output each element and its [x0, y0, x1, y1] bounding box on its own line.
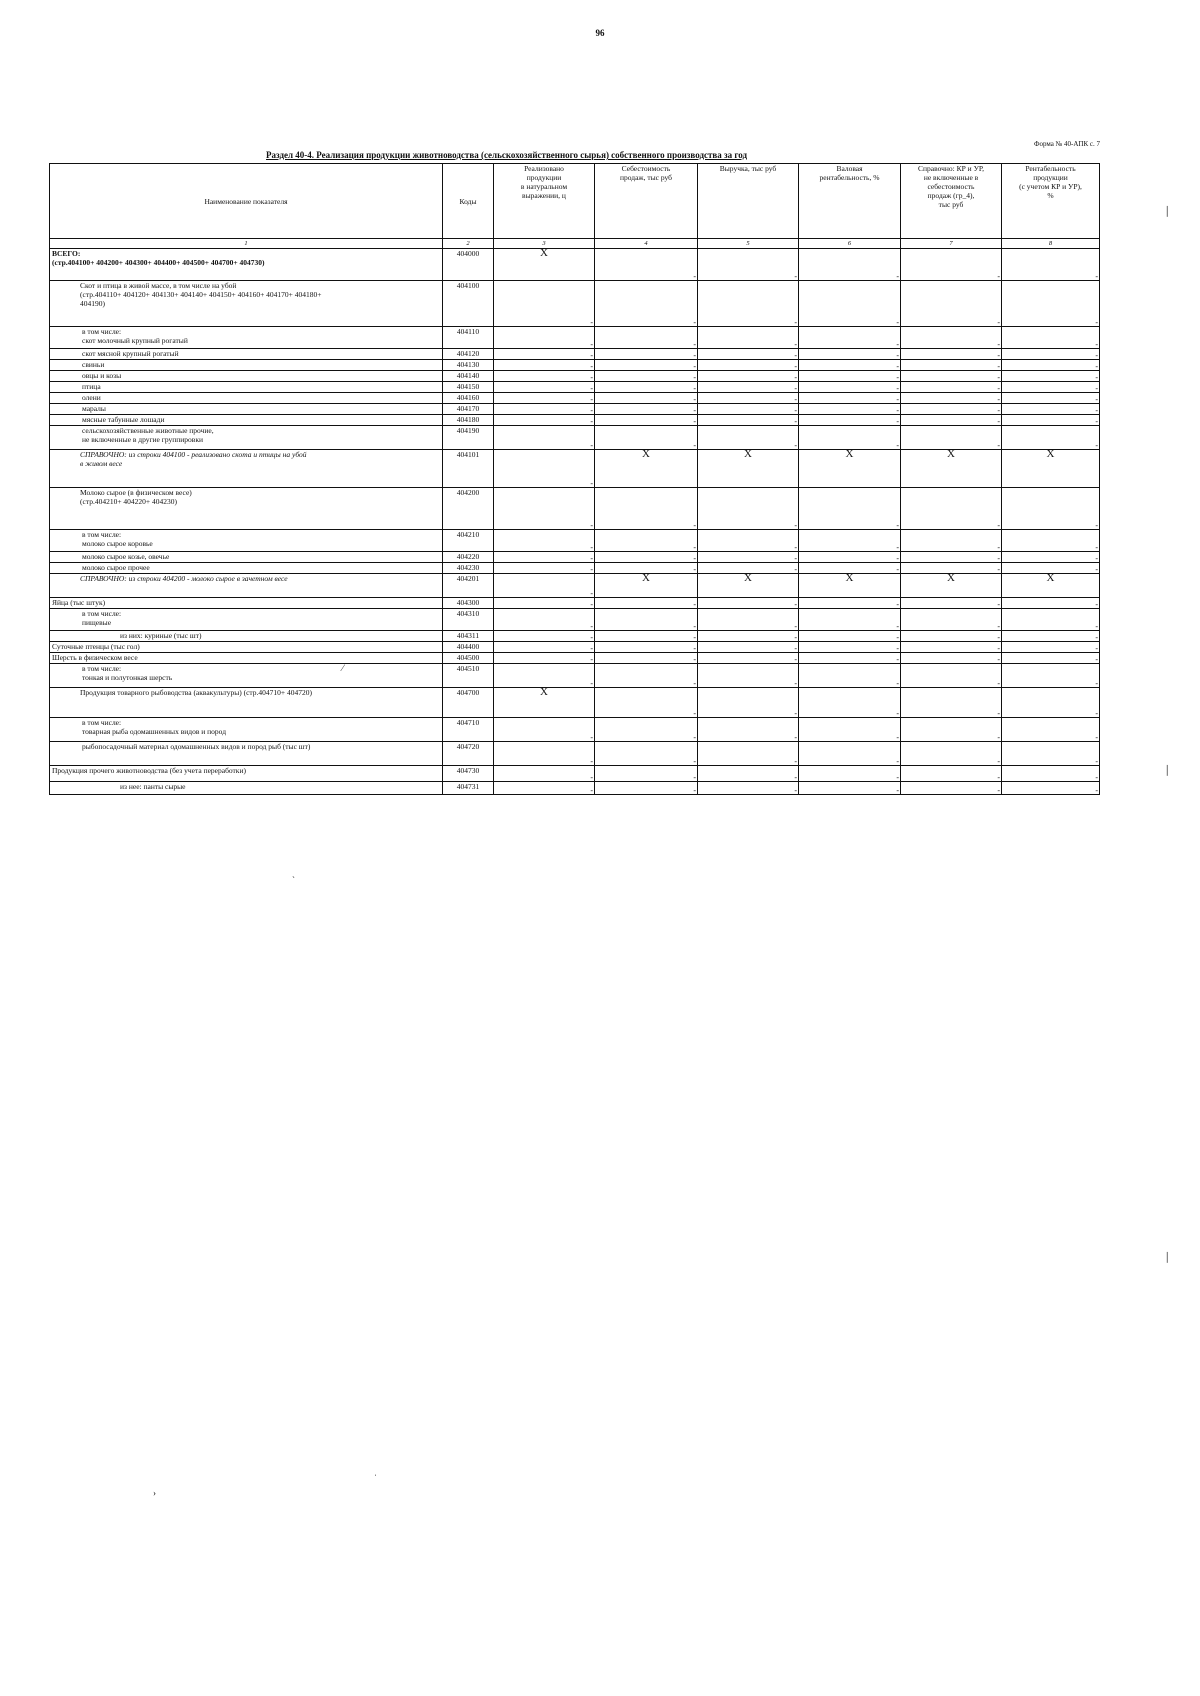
value-cell [494, 766, 595, 782]
x-mark: X [698, 574, 799, 598]
row-name: мясные табунные лошади [50, 415, 443, 426]
value-cell [494, 574, 595, 598]
row-code: 404101 [443, 450, 494, 488]
value-cell [799, 642, 901, 653]
value-cell [494, 349, 595, 360]
value-cell [595, 782, 698, 795]
table-row [50, 688, 1100, 718]
row-name: Суточные птенцы (тыс гол) [50, 642, 443, 653]
table-row [50, 382, 1100, 393]
value-cell [1002, 327, 1100, 349]
value-cell [494, 563, 595, 574]
row-name: в том числе: молоко сырое коровье [50, 530, 443, 552]
table-row [50, 718, 1100, 742]
value-cell [901, 393, 1002, 404]
value-cell [698, 766, 799, 782]
row-code: 404731 [443, 782, 494, 795]
value-cell [698, 249, 799, 281]
value-cell [901, 563, 1002, 574]
table-row [50, 349, 1100, 360]
value-cell [799, 782, 901, 795]
scan-speck: │ [1164, 765, 1171, 775]
row-code: 404710 [443, 718, 494, 742]
value-cell [595, 631, 698, 642]
form-label: Форма № 40-АПК с. 7 [1033, 140, 1100, 148]
row-name: в том числе: пищевые [50, 609, 443, 631]
row-name: Скот и птица в живой массе, в том числе на убой (стр.404110+ 404120+ 404130+ 404140+ 404150+ 404160+ 404170+ 404180+ 404190) [50, 281, 443, 327]
value-cell [1002, 631, 1100, 642]
value-cell [901, 653, 1002, 664]
x-mark: X [799, 450, 901, 488]
value-cell [901, 404, 1002, 415]
value-cell [494, 371, 595, 382]
value-cell [595, 688, 698, 718]
value-cell [595, 281, 698, 327]
col-number: 2 [443, 239, 494, 249]
table-row [50, 426, 1100, 450]
row-name: СПРАВОЧНО: из строки 404100 - реализовано скота и птицы на убой в живом весе [50, 450, 443, 488]
row-code: 404130 [443, 360, 494, 371]
row-code: 404100 [443, 281, 494, 327]
value-cell [698, 642, 799, 653]
col-number: 1 [50, 239, 443, 249]
value-cell [494, 631, 595, 642]
row-code: 404311 [443, 631, 494, 642]
row-code: 404200 [443, 488, 494, 530]
value-cell [1002, 249, 1100, 281]
value-cell [698, 349, 799, 360]
col-header-revenue: Выручка, тыс руб [698, 164, 799, 239]
table-row [50, 327, 1100, 349]
row-name: из нее: панты сырые [50, 782, 443, 795]
value-cell [595, 415, 698, 426]
value-cell [1002, 609, 1100, 631]
table-row [50, 249, 1100, 281]
value-cell [698, 488, 799, 530]
value-cell [595, 360, 698, 371]
value-cell [799, 415, 901, 426]
row-name: овцы и козы [50, 371, 443, 382]
value-cell [595, 349, 698, 360]
x-mark: X [799, 574, 901, 598]
value-cell [901, 360, 1002, 371]
table-row [50, 631, 1100, 642]
value-cell [698, 426, 799, 450]
value-cell [1002, 782, 1100, 795]
section-title: Раздел 40-4. Реализация продукции животноводства (сельскохозяйственного сырья) собственного производства за год [266, 150, 748, 160]
value-cell [1002, 642, 1100, 653]
row-name: маралы [50, 404, 443, 415]
value-cell [1002, 393, 1100, 404]
value-cell [595, 488, 698, 530]
row-name: в том числе: тонкая и полутонкая шерсть [50, 664, 443, 688]
row-code: 404110 [443, 327, 494, 349]
col-header-gross-profitability: Валовая рентабельность, % [799, 164, 901, 239]
value-cell [494, 664, 595, 688]
row-code: 404120 [443, 349, 494, 360]
row-name: молоко сырое козье, овечье [50, 552, 443, 563]
col-number: 3 [494, 239, 595, 249]
value-cell [595, 393, 698, 404]
col-header-sold: Реализовано продукции в натуральном выражении, ц [494, 164, 595, 239]
value-cell [799, 488, 901, 530]
value-cell [799, 664, 901, 688]
value-cell [1002, 563, 1100, 574]
row-code: 404720 [443, 742, 494, 766]
value-cell [698, 281, 799, 327]
row-name: Продукция товарного рыбоводства (аквакультуры) (стр.404710+ 404720) [50, 688, 443, 718]
value-cell [901, 327, 1002, 349]
row-code: 404300 [443, 598, 494, 609]
value-cell [595, 249, 698, 281]
value-cell [595, 327, 698, 349]
scan-speck: ˌ [374, 1466, 377, 1476]
row-code: 404400 [443, 642, 494, 653]
col-header-profitability: Рентабельность продукции (с учетом КР и УР), % [1002, 164, 1100, 239]
row-code: 404150 [443, 382, 494, 393]
value-cell [595, 664, 698, 688]
row-code: 404510 [443, 664, 494, 688]
row-name: Яйца (тыс штук) [50, 598, 443, 609]
scan-speck: │ [1164, 1252, 1171, 1262]
value-cell [901, 249, 1002, 281]
value-cell [698, 415, 799, 426]
row-name: Молоко сырое (в физическом весе) (стр.404210+ 404220+ 404230) [50, 488, 443, 530]
table-row [50, 766, 1100, 782]
header-row [50, 164, 1100, 239]
value-cell [799, 718, 901, 742]
value-cell [698, 530, 799, 552]
value-cell [1002, 530, 1100, 552]
value-cell [901, 664, 1002, 688]
value-cell [698, 664, 799, 688]
value-cell [494, 393, 595, 404]
value-cell [595, 382, 698, 393]
x-mark: X [1002, 574, 1100, 598]
value-cell [901, 488, 1002, 530]
value-cell [901, 642, 1002, 653]
row-name: в том числе: скот молочный крупный рогатый [50, 327, 443, 349]
row-code: 404730 [443, 766, 494, 782]
table-row [50, 598, 1100, 609]
x-mark: X [595, 574, 698, 598]
value-cell [799, 552, 901, 563]
table-row [50, 415, 1100, 426]
value-cell [494, 450, 595, 488]
table-row [50, 782, 1100, 795]
value-cell [698, 563, 799, 574]
table-row [50, 360, 1100, 371]
row-name: свиньи [50, 360, 443, 371]
value-cell [901, 598, 1002, 609]
value-cell [494, 327, 595, 349]
value-cell [901, 631, 1002, 642]
value-cell [494, 642, 595, 653]
table-row [50, 552, 1100, 563]
value-cell [1002, 404, 1100, 415]
table-row [50, 664, 1100, 688]
value-cell [799, 653, 901, 664]
scan-speck: › [153, 1488, 156, 1498]
value-cell [901, 766, 1002, 782]
row-name: олени [50, 393, 443, 404]
value-cell [901, 718, 1002, 742]
value-cell [901, 552, 1002, 563]
value-cell [494, 609, 595, 631]
value-cell [799, 530, 901, 552]
value-cell [799, 688, 901, 718]
value-cell [698, 404, 799, 415]
value-cell [901, 382, 1002, 393]
table-row [50, 653, 1100, 664]
table-row [50, 574, 1100, 598]
value-cell [901, 349, 1002, 360]
value-cell [698, 742, 799, 766]
value-cell [698, 653, 799, 664]
value-cell [698, 371, 799, 382]
value-cell [494, 552, 595, 563]
table-row [50, 563, 1100, 574]
value-cell [1002, 653, 1100, 664]
value-cell [901, 415, 1002, 426]
value-cell [1002, 598, 1100, 609]
table-row [50, 393, 1100, 404]
value-cell [595, 766, 698, 782]
value-cell [901, 742, 1002, 766]
value-cell [901, 530, 1002, 552]
value-cell [494, 598, 595, 609]
value-cell [494, 426, 595, 450]
table-row [50, 530, 1100, 552]
table-row [50, 404, 1100, 415]
value-cell [494, 742, 595, 766]
value-cell [1002, 281, 1100, 327]
x-mark: X [494, 688, 595, 718]
value-cell [799, 382, 901, 393]
table-row [50, 642, 1100, 653]
value-cell [799, 563, 901, 574]
value-cell [494, 782, 595, 795]
value-cell [595, 404, 698, 415]
value-cell [494, 718, 595, 742]
row-code: 404210 [443, 530, 494, 552]
value-cell [799, 609, 901, 631]
value-cell [494, 415, 595, 426]
value-cell [799, 426, 901, 450]
value-cell [901, 426, 1002, 450]
value-cell [1002, 360, 1100, 371]
row-code: 404700 [443, 688, 494, 718]
value-cell [698, 782, 799, 795]
row-name: из них: куриные (тыс шт) [50, 631, 443, 642]
row-name: птица [50, 382, 443, 393]
value-cell [799, 349, 901, 360]
value-cell [494, 360, 595, 371]
scan-speck: ˏ [292, 868, 295, 878]
row-code: 404000 [443, 249, 494, 281]
value-cell [799, 742, 901, 766]
value-cell [799, 360, 901, 371]
value-cell [698, 718, 799, 742]
value-cell [1002, 382, 1100, 393]
table-row [50, 488, 1100, 530]
value-cell [799, 371, 901, 382]
value-cell [494, 530, 595, 552]
x-mark: X [595, 450, 698, 488]
row-name: СПРАВОЧНО: из строки 404200 - молоко сырое в зачетном весе [50, 574, 443, 598]
value-cell [799, 327, 901, 349]
row-name: скот мясной крупный рогатый [50, 349, 443, 360]
value-cell [595, 530, 698, 552]
value-cell [1002, 766, 1100, 782]
value-cell [698, 631, 799, 642]
row-code: 404180 [443, 415, 494, 426]
page-number: 96 [595, 28, 605, 38]
value-cell [901, 281, 1002, 327]
value-cell [1002, 718, 1100, 742]
value-cell [1002, 426, 1100, 450]
report-table [49, 163, 1100, 795]
value-cell [1002, 664, 1100, 688]
column-number-row [50, 239, 1100, 249]
value-cell [901, 371, 1002, 382]
x-mark: X [901, 450, 1002, 488]
row-code: 404160 [443, 393, 494, 404]
value-cell [1002, 488, 1100, 530]
value-cell [698, 552, 799, 563]
value-cell [698, 393, 799, 404]
value-cell [595, 563, 698, 574]
col-header-cost: Себестоимость продаж, тыс руб [595, 164, 698, 239]
row-name: рыбопосадочный материал одомашненных видов и пород рыб (тыс шт) [50, 742, 443, 766]
value-cell [799, 393, 901, 404]
x-mark: X [1002, 450, 1100, 488]
col-number: 6 [799, 239, 901, 249]
value-cell [1002, 371, 1100, 382]
row-code: 404170 [443, 404, 494, 415]
col-number: 8 [1002, 239, 1100, 249]
value-cell [494, 488, 595, 530]
value-cell [595, 598, 698, 609]
value-cell [595, 718, 698, 742]
scan-speck: │ [1164, 206, 1171, 216]
table-row [50, 609, 1100, 631]
value-cell [595, 426, 698, 450]
x-mark: X [494, 249, 595, 281]
col-header-kr-ur: Справочно: КР и УР, не включенные в себестоимость продаж (гр_4), тыс руб [901, 164, 1002, 239]
value-cell [799, 249, 901, 281]
col-number: 4 [595, 239, 698, 249]
value-cell [799, 766, 901, 782]
value-cell [901, 609, 1002, 631]
value-cell [595, 609, 698, 631]
value-cell [494, 653, 595, 664]
x-mark: X [698, 450, 799, 488]
value-cell [595, 742, 698, 766]
value-cell [698, 327, 799, 349]
value-cell [698, 609, 799, 631]
value-cell [698, 598, 799, 609]
value-cell [1002, 349, 1100, 360]
value-cell [595, 552, 698, 563]
value-cell [595, 371, 698, 382]
value-cell [799, 631, 901, 642]
value-cell [901, 688, 1002, 718]
col-number: 7 [901, 239, 1002, 249]
scan-speck: ⁄ [342, 663, 344, 673]
row-code: 404201 [443, 574, 494, 598]
row-name: ВСЕГО: (стр.404100+ 404200+ 404300+ 404400+ 404500+ 404700+ 404730) [50, 249, 443, 281]
value-cell [1002, 415, 1100, 426]
value-cell [799, 281, 901, 327]
table-row [50, 371, 1100, 382]
row-name: сельскохозяйственные животные прочие, не включенные в другие группировки [50, 426, 443, 450]
row-name: в том числе: товарная рыба одомашненных видов и пород [50, 718, 443, 742]
value-cell [901, 782, 1002, 795]
value-cell [494, 382, 595, 393]
row-code: 404190 [443, 426, 494, 450]
value-cell [595, 653, 698, 664]
row-name: Шерсть в физическом весе [50, 653, 443, 664]
row-code: 404230 [443, 563, 494, 574]
col-number: 5 [698, 239, 799, 249]
value-cell [698, 360, 799, 371]
table-row [50, 742, 1100, 766]
value-cell [494, 404, 595, 415]
table-row [50, 450, 1100, 488]
row-code: 404500 [443, 653, 494, 664]
row-code: 404220 [443, 552, 494, 563]
col-header-code: Коды [443, 164, 494, 239]
value-cell [494, 281, 595, 327]
row-name: Продукция прочего животноводства (без учета переработки) [50, 766, 443, 782]
col-header-name: Наименование показателя [50, 164, 443, 239]
value-cell [799, 598, 901, 609]
value-cell [1002, 688, 1100, 718]
value-cell [698, 688, 799, 718]
row-code: 404140 [443, 371, 494, 382]
value-cell [698, 382, 799, 393]
report-body [50, 249, 1100, 795]
value-cell [799, 404, 901, 415]
value-cell [1002, 742, 1100, 766]
row-name: молоко сырое прочее [50, 563, 443, 574]
value-cell [595, 642, 698, 653]
table-row [50, 281, 1100, 327]
row-code: 404310 [443, 609, 494, 631]
value-cell [1002, 552, 1100, 563]
x-mark: X [901, 574, 1002, 598]
